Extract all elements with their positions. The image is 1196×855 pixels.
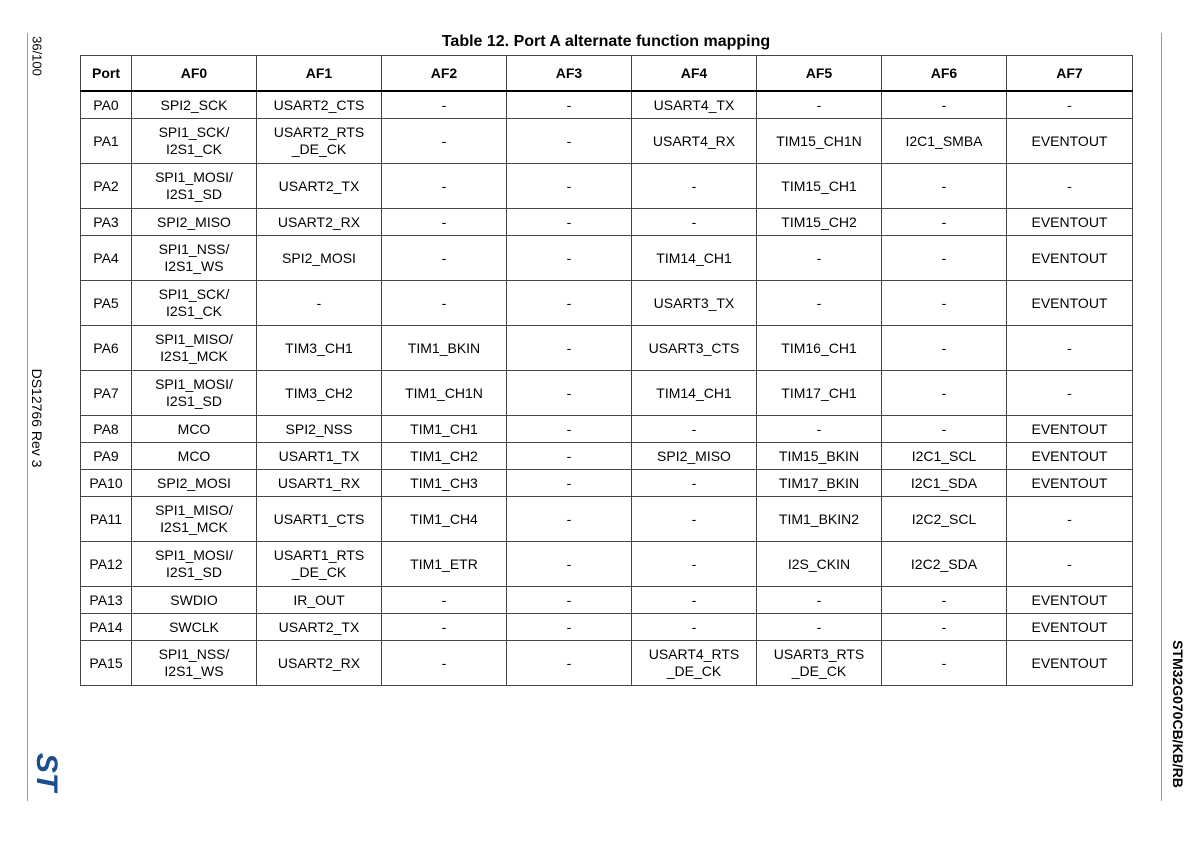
af-cell: - (507, 641, 632, 686)
af-cell: USART2_RX (257, 641, 382, 686)
af-cell: USART1_CTS (257, 497, 382, 542)
af-cell: TIM14_CH1 (632, 371, 757, 416)
af-cell: USART2_TX (257, 614, 382, 641)
af-cell: SWDIO (132, 587, 257, 614)
port-cell: PA8 (81, 416, 132, 443)
af-cell: SPI2_MOSI (132, 470, 257, 497)
af-cell: EVENTOUT (1007, 209, 1133, 236)
af-cell: - (507, 164, 632, 209)
table-row (81, 326, 1133, 371)
af-cell: TIM1_CH1N (382, 371, 507, 416)
column-header-af5: AF5 (757, 56, 882, 92)
af-cell: - (882, 236, 1007, 281)
af-cell: - (882, 91, 1007, 119)
port-cell: PA2 (81, 164, 132, 209)
product-name: STM32G070CB/KB/RB (1170, 640, 1186, 788)
af-cell: - (757, 91, 882, 119)
af-cell: TIM15_BKIN (757, 443, 882, 470)
port-cell: PA4 (81, 236, 132, 281)
af-cell: TIM1_CH1 (382, 416, 507, 443)
table-row (81, 164, 1133, 209)
table-row (81, 281, 1133, 326)
table-header-row (81, 56, 1133, 92)
table-row (81, 497, 1133, 542)
af-cell: - (632, 416, 757, 443)
af-cell: MCO (132, 416, 257, 443)
table-body (81, 91, 1133, 686)
table-row (81, 470, 1133, 497)
st-logo-text: ST (30, 752, 63, 792)
af-cell: I2C2_SCL (882, 497, 1007, 542)
af-cell: - (382, 587, 507, 614)
table-row (81, 641, 1133, 686)
table-row (81, 587, 1133, 614)
af-cell: - (882, 209, 1007, 236)
af-cell: - (882, 416, 1007, 443)
af-cell: TIM15_CH1 (757, 164, 882, 209)
af-cell: - (507, 470, 632, 497)
port-cell: PA5 (81, 281, 132, 326)
af-cell: - (382, 641, 507, 686)
af-cell: I2C1_SCL (882, 443, 1007, 470)
af-cell: EVENTOUT (1007, 641, 1133, 686)
af-cell: - (757, 416, 882, 443)
af-cell: - (507, 371, 632, 416)
af-cell: I2C1_SDA (882, 470, 1007, 497)
af-cell: - (507, 281, 632, 326)
af-cell: I2C2_SDA (882, 542, 1007, 587)
af-cell: SPI1_MISO/ I2S1_MCK (132, 497, 257, 542)
port-cell: PA14 (81, 614, 132, 641)
af-cell: - (507, 91, 632, 119)
af-cell: USART2_TX (257, 164, 382, 209)
af-cell: SPI2_NSS (257, 416, 382, 443)
af-cell: - (757, 281, 882, 326)
af-cell: TIM3_CH2 (257, 371, 382, 416)
port-cell: PA12 (81, 542, 132, 587)
af-cell: EVENTOUT (1007, 236, 1133, 281)
af-cell: EVENTOUT (1007, 281, 1133, 326)
port-cell: PA13 (81, 587, 132, 614)
af-cell: - (1007, 326, 1133, 371)
af-cell: SPI1_SCK/ I2S1_CK (132, 119, 257, 164)
af-cell: - (507, 209, 632, 236)
af-cell: - (882, 641, 1007, 686)
af-cell: - (632, 542, 757, 587)
af-cell: - (507, 497, 632, 542)
port-cell: PA9 (81, 443, 132, 470)
port-cell: PA7 (81, 371, 132, 416)
af-cell: - (507, 542, 632, 587)
af-cell: USART1_RTS _DE_CK (257, 542, 382, 587)
af-cell: - (632, 164, 757, 209)
af-cell: TIM3_CH1 (257, 326, 382, 371)
af-cell: USART3_RTS _DE_CK (757, 641, 882, 686)
af-cell: - (507, 416, 632, 443)
column-header-af0: AF0 (132, 56, 257, 92)
af-cell: - (1007, 91, 1133, 119)
document-reference: DS12766 Rev 3 (29, 368, 45, 468)
st-logo-icon (30, 749, 63, 795)
port-cell: PA0 (81, 91, 132, 119)
af-cell: - (382, 164, 507, 209)
af-cell: - (1007, 371, 1133, 416)
af-cell: - (757, 614, 882, 641)
af-cell: SPI1_NSS/ I2S1_WS (132, 641, 257, 686)
af-cell: USART2_RTS _DE_CK (257, 119, 382, 164)
af-cell: TIM14_CH1 (632, 236, 757, 281)
af-cell: USART3_TX (632, 281, 757, 326)
af-cell: SPI2_MISO (632, 443, 757, 470)
table-row (81, 371, 1133, 416)
af-cell: - (382, 614, 507, 641)
af-cell: - (1007, 542, 1133, 587)
af-cell: TIM15_CH2 (757, 209, 882, 236)
af-cell: TIM1_BKIN (382, 326, 507, 371)
af-cell: TIM1_CH3 (382, 470, 507, 497)
af-cell: - (1007, 164, 1133, 209)
af-cell: - (382, 91, 507, 119)
af-cell: TIM17_CH1 (757, 371, 882, 416)
af-cell: EVENTOUT (1007, 443, 1133, 470)
af-cell: - (382, 209, 507, 236)
af-cell: SWCLK (132, 614, 257, 641)
af-cell: SPI2_SCK (132, 91, 257, 119)
af-cell: SPI2_MOSI (257, 236, 382, 281)
af-cell: - (882, 614, 1007, 641)
af-cell: - (882, 281, 1007, 326)
right-margin-rule (1161, 33, 1162, 801)
af-cell: TIM16_CH1 (757, 326, 882, 371)
af-cell: USART3_CTS (632, 326, 757, 371)
af-cell: - (632, 209, 757, 236)
af-cell: - (382, 119, 507, 164)
af-cell: TIM1_CH4 (382, 497, 507, 542)
af-cell: SPI1_MISO/ I2S1_MCK (132, 326, 257, 371)
af-cell: - (507, 236, 632, 281)
port-cell: PA1 (81, 119, 132, 164)
af-cell: - (257, 281, 382, 326)
af-cell: USART1_RX (257, 470, 382, 497)
af-cell: IR_OUT (257, 587, 382, 614)
af-cell: - (507, 443, 632, 470)
af-cell: USART4_TX (632, 91, 757, 119)
table-row (81, 209, 1133, 236)
af-cell: SPI1_NSS/ I2S1_WS (132, 236, 257, 281)
af-cell: EVENTOUT (1007, 614, 1133, 641)
column-header-af2: AF2 (382, 56, 507, 92)
table-row (81, 443, 1133, 470)
page-number: 36/100 (29, 36, 45, 76)
af-cell: I2S_CKIN (757, 542, 882, 587)
left-margin-rule (27, 33, 28, 801)
af-cell: I2C1_SMBA (882, 119, 1007, 164)
af-cell: EVENTOUT (1007, 470, 1133, 497)
af-cell: - (757, 587, 882, 614)
column-header-af6: AF6 (882, 56, 1007, 92)
af-cell: USART4_RX (632, 119, 757, 164)
af-cell: - (1007, 497, 1133, 542)
table-row (81, 91, 1133, 119)
af-cell: - (507, 614, 632, 641)
port-cell: PA10 (81, 470, 132, 497)
af-cell: - (382, 281, 507, 326)
af-cell: - (882, 326, 1007, 371)
af-cell: USART2_RX (257, 209, 382, 236)
port-cell: PA3 (81, 209, 132, 236)
table-row (81, 542, 1133, 587)
af-cell: TIM1_ETR (382, 542, 507, 587)
af-cell: EVENTOUT (1007, 416, 1133, 443)
af-cell: SPI1_SCK/ I2S1_CK (132, 281, 257, 326)
table-row (81, 614, 1133, 641)
af-cell: EVENTOUT (1007, 587, 1133, 614)
af-cell: USART2_CTS (257, 91, 382, 119)
port-cell: PA11 (81, 497, 132, 542)
af-cell: - (757, 236, 882, 281)
port-cell: PA6 (81, 326, 132, 371)
af-cell: SPI1_MOSI/ I2S1_SD (132, 542, 257, 587)
af-cell: - (632, 470, 757, 497)
af-cell: USART4_RTS _DE_CK (632, 641, 757, 686)
af-cell: TIM1_BKIN2 (757, 497, 882, 542)
af-cell: - (507, 587, 632, 614)
column-header-af4: AF4 (632, 56, 757, 92)
port-cell: PA15 (81, 641, 132, 686)
af-cell: TIM15_CH1N (757, 119, 882, 164)
af-cell: - (507, 326, 632, 371)
af-cell: - (882, 371, 1007, 416)
af-cell: SPI1_MOSI/ I2S1_SD (132, 164, 257, 209)
table-row (81, 119, 1133, 164)
af-cell: - (632, 614, 757, 641)
af-cell: - (882, 164, 1007, 209)
af-cell: - (382, 236, 507, 281)
af-cell: TIM1_CH2 (382, 443, 507, 470)
table-row (81, 416, 1133, 443)
af-cell: SPI1_MOSI/ I2S1_SD (132, 371, 257, 416)
column-header-af3: AF3 (507, 56, 632, 92)
af-cell: TIM17_BKIN (757, 470, 882, 497)
af-cell: - (507, 119, 632, 164)
port-a-af-table (80, 55, 1133, 686)
column-header-af7: AF7 (1007, 56, 1133, 92)
af-cell: - (632, 587, 757, 614)
column-header-port: Port (81, 56, 132, 92)
af-cell: SPI2_MISO (132, 209, 257, 236)
af-cell: - (632, 497, 757, 542)
af-cell: - (882, 587, 1007, 614)
table-title: Table 12. Port A alternate function mapping (441, 33, 771, 50)
af-cell: MCO (132, 443, 257, 470)
af-cell: EVENTOUT (1007, 119, 1133, 164)
column-header-af1: AF1 (257, 56, 382, 92)
af-cell: USART1_TX (257, 443, 382, 470)
table-row (81, 236, 1133, 281)
